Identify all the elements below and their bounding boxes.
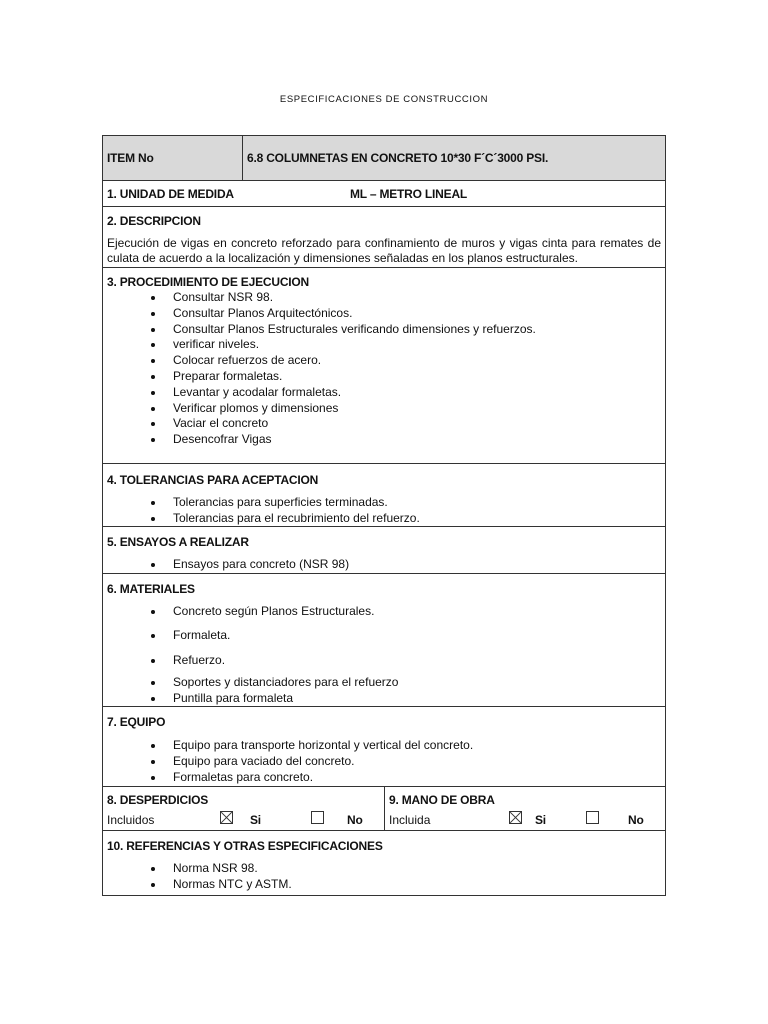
tolerances-section xyxy=(103,464,665,527)
list-item: Ensayos para concreto (NSR 98) xyxy=(103,557,349,573)
list-item: Levantar y acodalar formaletas. xyxy=(103,385,536,401)
description-title: 2. DESCRIPCION xyxy=(107,214,201,228)
tests-title: 5. ENSAYOS A REALIZAR xyxy=(107,535,249,549)
description-text: Ejecución de vigas en concreto reforzado para confinamiento de muros y vigas cinta para remates de culata de acuerdo a la localización y dimensiones señaladas en los planos estructurales. xyxy=(107,236,661,265)
waste-cell xyxy=(103,787,385,830)
list-item: Norma NSR 98. xyxy=(103,861,292,877)
materials-title: 6. MATERIALES xyxy=(107,582,195,596)
materials-list xyxy=(103,604,398,707)
references-section xyxy=(103,831,665,895)
waste-included-label: Incluidos xyxy=(107,813,155,827)
list-item: Equipo para transporte horizontal y vertical del concreto. xyxy=(103,738,473,754)
list-item: Desencofrar Vigas xyxy=(103,432,536,448)
specification-table xyxy=(102,135,666,896)
waste-no-label: No xyxy=(347,813,363,827)
list-item: Vaciar el concreto xyxy=(103,416,536,432)
document-title: ESPECIFICACIONES DE CONSTRUCCION xyxy=(279,94,489,105)
labor-si-checkbox[interactable] xyxy=(509,811,522,824)
list-item: Puntilla para formaleta xyxy=(103,691,398,707)
unit-value: ML – METRO LINEAL xyxy=(350,187,468,201)
item-row xyxy=(103,136,665,181)
references-title: 10. REFERENCIAS Y OTRAS ESPECIFICACIONES xyxy=(107,839,383,853)
description-section xyxy=(103,207,665,268)
list-item: Consultar Planos Arquitectónicos. xyxy=(103,306,536,322)
waste-si-checkbox[interactable] xyxy=(220,811,233,824)
waste-title: 8. DESPERDICIOS xyxy=(107,793,209,807)
tests-section xyxy=(103,527,665,574)
list-item: verificar niveles. xyxy=(103,337,536,353)
labor-no-label: No xyxy=(628,813,644,827)
labor-title: 9. MANO DE OBRA xyxy=(389,793,495,807)
waste-no-checkbox[interactable] xyxy=(311,811,324,824)
tolerances-title: 4. TOLERANCIAS PARA ACEPTACION xyxy=(107,473,319,487)
references-list xyxy=(103,861,292,893)
list-item: Consultar NSR 98. xyxy=(103,290,536,306)
procedure-list xyxy=(103,290,536,448)
waste-labor-row xyxy=(103,787,665,831)
list-item: Normas NTC y ASTM. xyxy=(103,877,292,893)
procedure-section xyxy=(103,268,665,464)
item-label: ITEM No xyxy=(103,136,243,180)
list-item: Colocar refuerzos de acero. xyxy=(103,353,536,369)
list-item: Consultar Planos Estructurales verificando dimensiones y refuerzos. xyxy=(103,322,536,338)
procedure-title: 3. PROCEDIMIENTO DE EJECUCION xyxy=(107,275,310,289)
list-item: Formaletas para concreto. xyxy=(103,770,473,786)
equipment-title: 7. EQUIPO xyxy=(107,715,166,729)
list-item: Tolerancias para superficies terminadas. xyxy=(103,495,420,511)
equipment-list xyxy=(103,738,473,785)
labor-included-label: Incluida xyxy=(389,813,431,827)
tests-list xyxy=(103,557,349,573)
list-item: Equipo para vaciado del concreto. xyxy=(103,754,473,770)
list-item: Soportes y distanciadores para el refuerzo xyxy=(103,675,398,691)
unit-label: 1. UNIDAD DE MEDIDA xyxy=(107,187,234,201)
list-item: Tolerancias para el recubrimiento del refuerzo. xyxy=(103,511,420,527)
waste-si-label: Si xyxy=(250,813,261,827)
tolerances-list xyxy=(103,495,420,527)
list-item: Refuerzo. xyxy=(103,653,398,669)
labor-si-label: Si xyxy=(535,813,546,827)
list-item: Verificar plomos y dimensiones xyxy=(103,401,536,417)
list-item: Formaleta. xyxy=(103,628,398,644)
list-item: Concreto según Planos Estructurales. xyxy=(103,604,398,620)
labor-no-checkbox[interactable] xyxy=(586,811,599,824)
materials-section xyxy=(103,574,665,707)
list-item: Preparar formaletas. xyxy=(103,369,536,385)
unit-row xyxy=(103,181,665,207)
labor-cell xyxy=(385,787,665,830)
equipment-section xyxy=(103,707,665,787)
item-value: 6.8 COLUMNETAS EN CONCRETO 10*30 F´C´3000 PSI. xyxy=(247,151,549,165)
